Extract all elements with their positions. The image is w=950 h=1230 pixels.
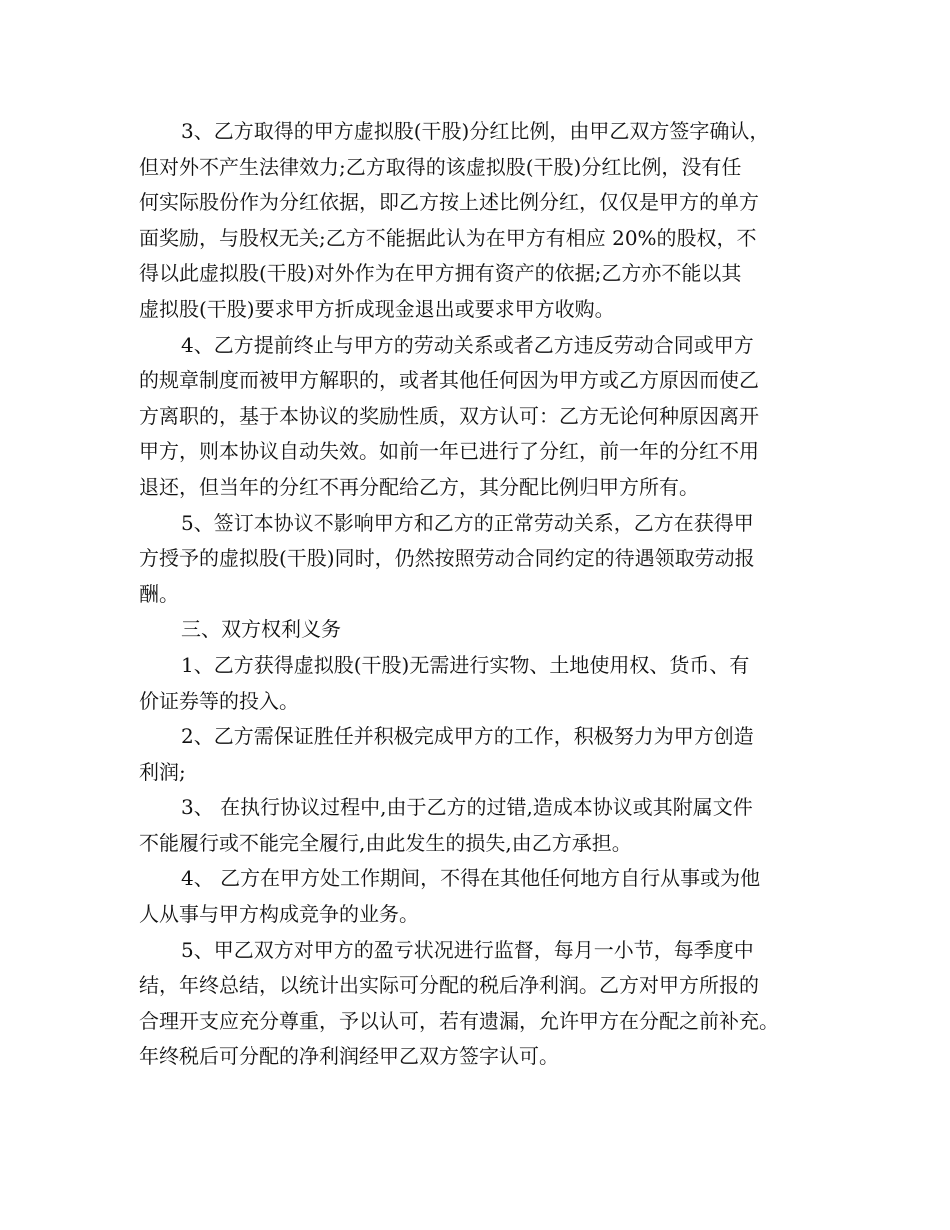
text-line: 不能履行或不能完全履行,由此发生的损失,由乙方承担。: [139, 830, 632, 855]
text-line: 合理开支应充分尊重，予以认可，若有遗漏，允许甲方在分配之前补充。: [139, 1008, 779, 1033]
text-line: 方授予的虚拟股(干股)同时，仍然按照劳动合同约定的待遇领取劳动报: [139, 546, 755, 571]
text-line: 4、乙方提前终止与甲方的劳动关系或者乙方违反劳动合同或甲方: [181, 332, 754, 357]
text-line: 但对外不产生法律效力;乙方取得的该虚拟股(干股)分红比例，没有任: [139, 154, 742, 179]
text-line: 利润;: [139, 759, 186, 784]
text-line: 3、 在执行协议过程中,由于乙方的过错,造成本协议或其附属文件: [181, 795, 753, 820]
text-line: 甲方，则本协议自动失效。如前一年已进行了分红，前一年的分红不用: [139, 439, 759, 464]
text-line: 酬。: [139, 581, 179, 606]
text-line: 面奖励，与股权无关;乙方不能据此认为在甲方有相应 20%的股权，不: [139, 225, 757, 250]
text-line: 3、乙方取得的甲方虚拟股(干股)分红比例，由甲乙双方签字确认，: [181, 119, 770, 143]
text-line: 何实际股份作为分红依据，即乙方按上述比例分红，仅仅是甲方的单方: [139, 190, 759, 215]
text-line: 2、乙方需保证胜任并积极完成甲方的工作，积极努力为甲方创造: [181, 724, 754, 749]
text-line: 1、乙方获得虚拟股(干股)无需进行实物、土地使用权、货币、有: [181, 652, 750, 677]
text-line: 5、签订本协议不影响甲方和乙方的正常劳动关系，乙方在获得甲: [181, 510, 754, 535]
text-line: 人从事与甲方构成竞争的业务。: [139, 902, 419, 927]
text-line: 5、甲乙双方对甲方的盈亏状况进行监督，每月一小节，每季度中: [181, 937, 754, 962]
text-line: 结，年终总结，以统计出实际可分配的税后净利润。乙方对甲方所报的: [139, 973, 759, 998]
text-line: 价证券等的投入。: [139, 688, 299, 713]
text-line: 得以此虚拟股(干股)对外作为在甲方拥有资产的依据;乙方亦不能以其: [139, 261, 742, 286]
text-line: 三、双方权利义务: [181, 617, 341, 642]
document-body: [139, 114, 839, 1075]
text-line: 退还，但当年的分红不再分配给乙方，其分配比例归甲方所有。: [139, 474, 699, 499]
text-line: 虚拟股(干股)要求甲方折成现金退出或要求甲方收购。: [139, 296, 615, 321]
text-line: 方离职的，基于本协议的奖励性质，双方认可：乙方无论何种原因离开: [139, 403, 759, 428]
text-line: 的规章制度而被甲方解职的，或者其他任何因为甲方或乙方原因而使乙: [139, 368, 759, 393]
text-line: 4、 乙方在甲方处工作期间，不得在其他任何地方自行从事或为他: [181, 866, 761, 891]
text-line: 年终税后可分配的净利润经甲乙双方签字认可。: [139, 1044, 559, 1069]
